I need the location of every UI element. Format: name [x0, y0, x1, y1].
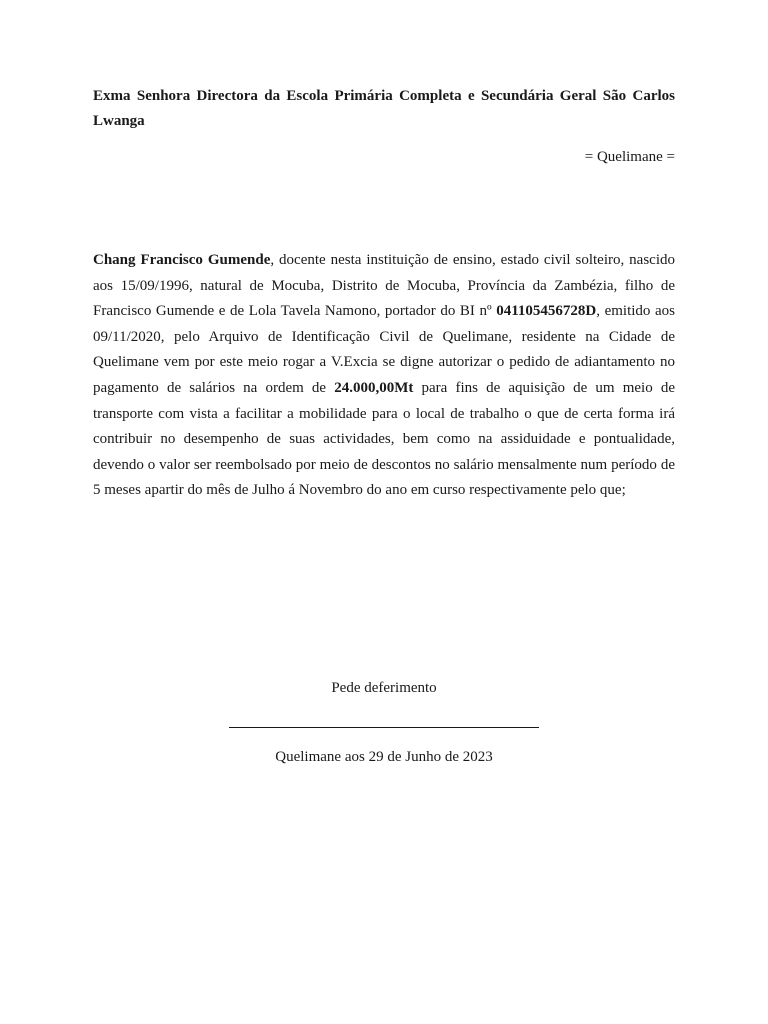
letter-body	[93, 248, 675, 504]
body-text-part-2: , emitido aos 09/11/2020, pelo Arquivo de Identificação Civil de Quelimane, residente na Cidade de Quelimane vem por este meio rogar a V.Excia se digne autorizar o pedido de adiantamento no pagamento de salários na ordem de	[93, 303, 675, 396]
bi-number: 041105456728D	[496, 303, 597, 320]
body-text-part-3: para fins de aquisição de um meio de transporte com vista a facilitar a mobilidade para o local de trabalho o que de certa forma irá contribuir no desempenho de suas actividades, bem como na assiduidade e pontualidade, devendo o valor ser reembolsado por meio de descontos no salário mensalmente num período de 5 meses apartir do mês de Julho á Novembro do ano em curso respectivamente pelo que;	[93, 379, 676, 499]
closing-text: Pede deferimento	[331, 680, 437, 696]
date-line: Quelimane aos 29 de Junho de 2023	[275, 749, 493, 765]
addressee-heading: Exma Senhora Directora da Escola Primária Completa e Secundária Geral São Carlos Lwanga	[93, 88, 675, 129]
signature-line	[229, 727, 539, 728]
sender-name: Chang Francisco Gumende	[93, 252, 271, 268]
requested-amount: 24.000,00Mt	[334, 379, 414, 396]
body-text-part-1: , docente nesta instituição de ensino, estado civil solteiro, nascido aos 15/09/1996, natural de Mocuba, Distrito de Mocuba, Província da Zambézia, filho de Francisco Gumende e de Lola Tavela Namono, portador do BI nº	[93, 252, 675, 320]
location-line: = Quelimane =	[584, 149, 675, 165]
